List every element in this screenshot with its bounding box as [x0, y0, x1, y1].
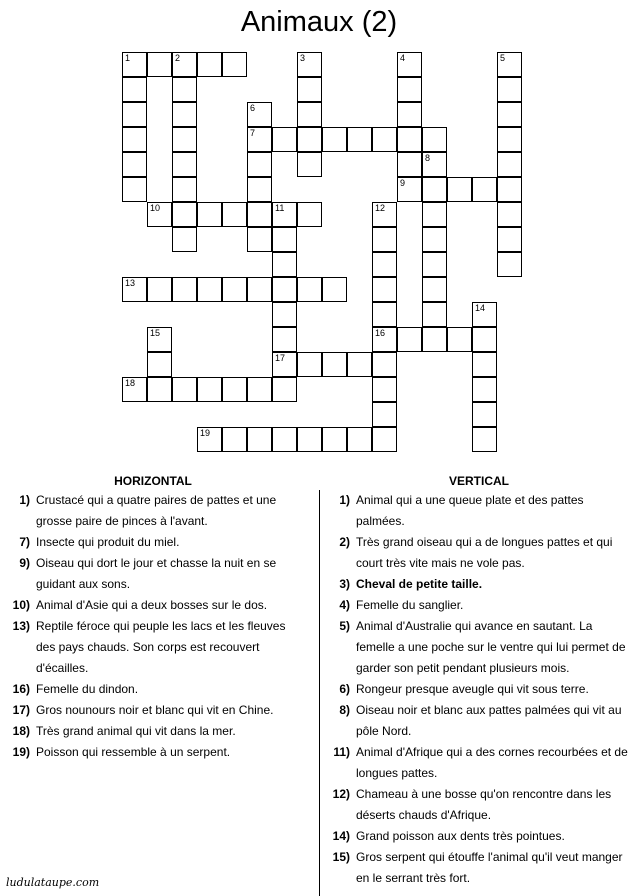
grid-cell [297, 277, 322, 302]
grid-cell [197, 277, 222, 302]
grid-number: 17 [275, 353, 286, 363]
grid-cell [447, 177, 472, 202]
grid-cell [397, 77, 422, 102]
horizontal-clue [6, 700, 308, 721]
grid-cell [397, 127, 422, 152]
grid-cell [422, 302, 447, 327]
grid-cell [372, 202, 397, 227]
grid-number: 9 [400, 178, 406, 188]
horizontal-clue [6, 532, 308, 553]
vertical-heading: VERTICAL [449, 474, 509, 488]
horizontal-clue [6, 679, 308, 700]
grid-number: 11 [275, 203, 285, 213]
grid-number: 12 [375, 203, 386, 213]
grid-cell [297, 52, 322, 77]
clue-text: Reptile féroce qui peuple les lacs et les fleuves des pays chauds. Son corps est recouvert d'écailles. [36, 619, 286, 675]
grid-cell [222, 202, 247, 227]
grid-cell [372, 427, 397, 452]
grid-number: 1 [125, 53, 131, 63]
grid-cell [172, 52, 197, 77]
grid-cell [147, 277, 172, 302]
grid-cell [172, 377, 197, 402]
vertical-clue [326, 742, 632, 784]
grid-cell [247, 277, 272, 302]
vertical-clue [326, 595, 632, 616]
grid-cell [247, 102, 272, 127]
grid-cell [147, 202, 172, 227]
clue-text: Animal qui a une queue plate et des pattes palmées. [356, 493, 584, 528]
clue-number: 5) [339, 619, 350, 633]
clue-text: Crustacé qui a quatre paires de pattes et une grosse paire de pinces à l'avant. [36, 493, 277, 528]
grid-cell [247, 152, 272, 177]
grid-cell [422, 127, 447, 152]
grid-cell [172, 277, 197, 302]
grid-cell [297, 427, 322, 452]
grid-cell [272, 227, 297, 252]
grid-cell [497, 77, 522, 102]
grid-cell [472, 377, 497, 402]
vertical-clue [326, 700, 632, 742]
grid-number: 13 [125, 278, 136, 288]
grid-cell [347, 427, 372, 452]
horizontal-clue [6, 490, 308, 532]
clue-number: 3) [339, 577, 350, 591]
vertical-clue [326, 616, 632, 679]
grid-cell [497, 52, 522, 77]
grid-cell [122, 127, 147, 152]
grid-cell [422, 327, 447, 352]
grid-cell [172, 152, 197, 177]
clue-text: Très grand oiseau qui a de longues pattes et qui court très vite mais ne vole pas. [356, 535, 613, 570]
clue-text: Rongeur presque aveugle qui vit sous terre. [356, 682, 589, 696]
clue-number: 6) [339, 682, 350, 696]
grid-cell [297, 352, 322, 377]
grid-cell [372, 402, 397, 427]
grid-number: 15 [150, 328, 161, 338]
grid-cell [497, 127, 522, 152]
grid-number: 6 [250, 103, 256, 113]
grid-cell [247, 177, 272, 202]
grid-cell [172, 227, 197, 252]
grid-cell [472, 352, 497, 377]
grid-cell [197, 52, 222, 77]
horizontal-clue [6, 595, 308, 616]
clue-number: 1) [19, 493, 30, 507]
grid-number: 18 [125, 378, 136, 388]
page-title: Animaux (2) [240, 6, 398, 38]
grid-cell [397, 327, 422, 352]
clue-text: Femelle du sanglier. [356, 598, 464, 612]
vertical-clue [326, 679, 632, 700]
grid-cell [272, 377, 297, 402]
clue-number: 4) [339, 598, 350, 612]
grid-cell [222, 377, 247, 402]
grid-cell [147, 52, 172, 77]
grid-cell [472, 402, 497, 427]
column-divider [319, 490, 320, 896]
clue-number: 11) [333, 745, 350, 759]
vertical-clue [326, 826, 632, 847]
grid-cell [172, 102, 197, 127]
clue-text: Animal d'Afrique qui a des cornes recourbées et de longues pattes. [356, 745, 628, 780]
grid-cell [197, 202, 222, 227]
grid-cell [322, 427, 347, 452]
horizontal-clue [6, 721, 308, 742]
grid-cell [397, 102, 422, 127]
grid-cell [222, 52, 247, 77]
grid-cell [497, 102, 522, 127]
vertical-clue [326, 532, 632, 574]
grid-cell [397, 52, 422, 77]
grid-number: 2 [175, 53, 181, 63]
grid-cell [497, 252, 522, 277]
grid-cell [422, 177, 447, 202]
clue-number: 18) [12, 724, 30, 738]
grid-cell [322, 352, 347, 377]
grid-cell [122, 177, 147, 202]
grid-number: 14 [475, 303, 486, 313]
grid-cell [372, 277, 397, 302]
clue-text: Poisson qui ressemble à un serpent. [36, 745, 231, 759]
grid-cell [297, 77, 322, 102]
grid-cell [472, 327, 497, 352]
clue-text: Très grand animal qui vit dans la mer. [36, 724, 236, 738]
grid-cell [497, 177, 522, 202]
grid-cell [272, 277, 297, 302]
vertical-clue-list [326, 490, 632, 889]
grid-cell [322, 277, 347, 302]
grid-cell [272, 427, 297, 452]
grid-cell [247, 377, 272, 402]
grid-cell [297, 202, 322, 227]
grid-cell [272, 327, 297, 352]
clue-text: Grand poisson aux dents très pointues. [356, 829, 565, 843]
clue-number: 17) [12, 703, 30, 717]
horizontal-clue [6, 616, 308, 679]
clue-text: Animal d'Asie qui a deux bosses sur le dos. [36, 598, 268, 612]
clue-text: Gros nounours noir et blanc qui vit en Chine. [36, 703, 274, 717]
grid-cell [272, 302, 297, 327]
grid-number: 3 [300, 53, 306, 63]
grid-cell [272, 252, 297, 277]
grid-cell [297, 102, 322, 127]
grid-cell [197, 427, 222, 452]
grid-cell [222, 277, 247, 302]
clue-number: 10) [12, 598, 30, 612]
grid-cell [397, 177, 422, 202]
grid-cell [272, 202, 297, 227]
horizontal-clue [6, 553, 308, 595]
clue-text: Oiseau qui dort le jour et chasse la nuit en se guidant aux sons. [36, 556, 277, 591]
clue-number: 9) [19, 556, 30, 570]
grid-cell [447, 327, 472, 352]
grid-number: 4 [400, 53, 406, 63]
clue-text: Gros serpent qui étouffe l'animal qu'il veut manger en le serrant très fort. [356, 850, 623, 885]
grid-cell [397, 152, 422, 177]
grid-cell [122, 377, 147, 402]
grid-cell [247, 427, 272, 452]
grid-cell [322, 127, 347, 152]
clue-number: 7) [19, 535, 30, 549]
horizontal-heading: HORIZONTAL [114, 474, 192, 488]
grid-cell [172, 77, 197, 102]
clue-number: 13) [12, 619, 30, 633]
grid-cell [347, 127, 372, 152]
clue-number: 15) [332, 850, 350, 864]
clue-text: Animal d'Australie qui avance en sautant. La femelle a une poche sur le ventre qui lui permet de garder son petit pendant plusieurs mois. [356, 619, 626, 675]
grid-cell [147, 327, 172, 352]
clue-number: 2) [339, 535, 350, 549]
grid-cell [247, 127, 272, 152]
grid-cell [422, 152, 447, 177]
vertical-clue [326, 490, 632, 532]
clue-number: 16) [12, 682, 30, 696]
vertical-clue [326, 574, 632, 595]
grid-cell [297, 127, 322, 152]
grid-cell [197, 377, 222, 402]
clue-number: 8) [339, 703, 350, 717]
grid-cell [122, 277, 147, 302]
clue-text: Oiseau noir et blanc aux pattes palmées qui vit au pôle Nord. [356, 703, 622, 738]
grid-cell [497, 227, 522, 252]
grid-cell [147, 377, 172, 402]
clue-number: 14) [332, 829, 350, 843]
grid-number: 7 [250, 128, 256, 138]
grid-cell [422, 227, 447, 252]
grid-cell [122, 77, 147, 102]
grid-cell [422, 277, 447, 302]
grid-number: 10 [150, 203, 161, 213]
grid-cell [372, 127, 397, 152]
grid-cell [272, 127, 297, 152]
grid-cell [372, 227, 397, 252]
grid-cell [297, 152, 322, 177]
grid-cell [247, 202, 272, 227]
grid-cell [172, 127, 197, 152]
grid-number: 16 [375, 328, 386, 338]
grid-cell [272, 352, 297, 377]
grid-number: 19 [200, 428, 211, 438]
clue-number: 12) [332, 787, 350, 801]
grid-cell [497, 202, 522, 227]
grid-cell [422, 202, 447, 227]
clue-text: Cheval de petite taille. [356, 577, 483, 591]
grid-cell [247, 227, 272, 252]
footer-credit: ludulataupe.com [6, 876, 100, 889]
horizontal-clue-list [6, 490, 308, 763]
grid-cell [172, 177, 197, 202]
grid-cell [122, 102, 147, 127]
grid-cell [172, 202, 197, 227]
clue-text: Chameau à une bosse qu'on rencontre dans les déserts chauds d'Afrique. [356, 787, 612, 822]
grid-cell [472, 177, 497, 202]
horizontal-clue [6, 742, 308, 763]
vertical-clue [326, 847, 632, 889]
grid-cell [222, 427, 247, 452]
grid-number: 5 [500, 53, 506, 63]
clue-number: 1) [339, 493, 350, 507]
clue-text: Femelle du dindon. [36, 682, 139, 696]
grid-cell [372, 377, 397, 402]
grid-cell [122, 52, 147, 77]
grid-cell [372, 327, 397, 352]
grid-cell [497, 152, 522, 177]
grid-cell [422, 252, 447, 277]
grid-cell [147, 352, 172, 377]
grid-cell [372, 302, 397, 327]
grid-cell [122, 152, 147, 177]
grid-cell [347, 352, 372, 377]
vertical-clue [326, 784, 632, 826]
grid-cell [372, 352, 397, 377]
clue-text: Insecte qui produit du miel. [36, 535, 180, 549]
grid-cell [372, 252, 397, 277]
clue-number: 19) [12, 745, 30, 759]
grid-number: 8 [425, 153, 431, 163]
grid-cell [472, 302, 497, 327]
grid-cell [472, 427, 497, 452]
